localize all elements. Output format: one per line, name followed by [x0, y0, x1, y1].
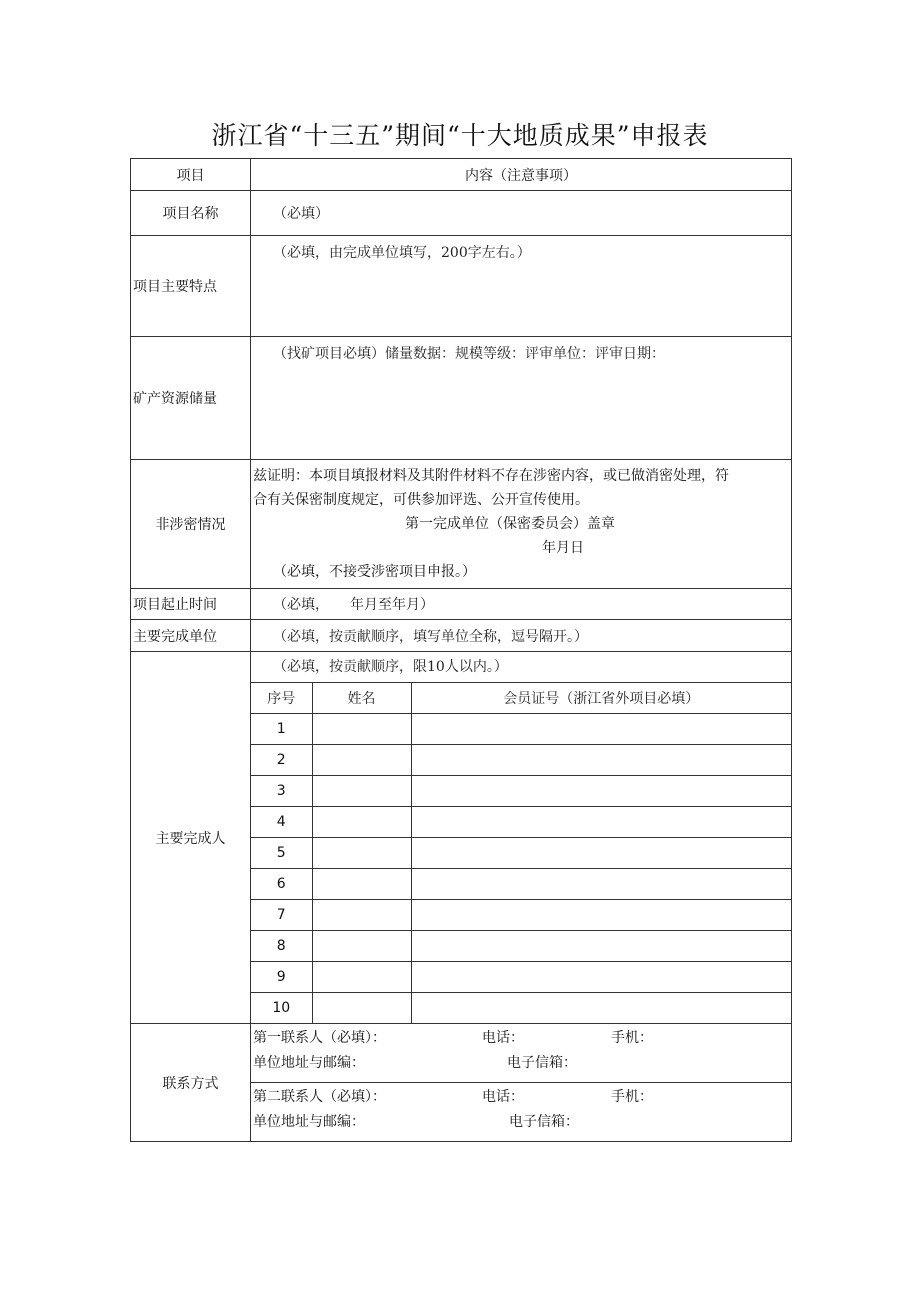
- name-cell[interactable]: [312, 931, 411, 962]
- label-persons: 主要完成人: [131, 652, 251, 1024]
- first-contact-email: 电子信箱：: [507, 1055, 577, 1071]
- persons-table: [251, 682, 791, 1023]
- row-project-name: [131, 191, 792, 236]
- persons-header-row: [251, 683, 791, 714]
- field-features[interactable]: （必填，由完成单位填写，200字左右。）: [251, 236, 792, 337]
- member-id-cell[interactable]: [411, 745, 791, 776]
- label-contact: 联系方式: [131, 1024, 251, 1142]
- row-number: 6: [251, 869, 312, 900]
- secrecy-date: 年月日: [542, 540, 584, 556]
- row-features: [131, 236, 792, 337]
- field-persons: [251, 652, 792, 1024]
- field-project-name[interactable]: （必填）: [251, 191, 792, 236]
- table-row: [251, 993, 791, 1024]
- name-cell[interactable]: [312, 993, 411, 1024]
- table-row: [251, 745, 791, 776]
- table-row: [251, 869, 791, 900]
- label-units: 主要完成单位: [131, 620, 251, 652]
- label-features: 项目主要特点: [131, 236, 251, 337]
- second-contact-address: 单位地址与邮编：: [253, 1114, 365, 1130]
- row-reserves: [131, 337, 792, 460]
- row-persons: [131, 652, 792, 1024]
- row-number: 3: [251, 776, 312, 807]
- member-id-cell[interactable]: [411, 869, 791, 900]
- row-number: 8: [251, 931, 312, 962]
- secrecy-note: （必填，不接受涉密项目申报。）: [273, 564, 476, 580]
- contact-second-line-2: [253, 1110, 789, 1135]
- row-units: [131, 620, 792, 652]
- table-row: [251, 714, 791, 745]
- member-id-cell[interactable]: [411, 776, 791, 807]
- field-units[interactable]: （必填，按贡献顺序，填写单位全称，逗号隔开。）: [251, 620, 792, 652]
- field-reserves[interactable]: （找矿项目必填）储量数据：规模等级：评审单位：评审日期：: [251, 337, 792, 460]
- field-secrecy[interactable]: [251, 460, 792, 589]
- name-cell[interactable]: [312, 869, 411, 900]
- member-id-cell[interactable]: [411, 807, 791, 838]
- field-period[interactable]: （必填， 年月至年月）: [251, 589, 792, 620]
- field-contact-second[interactable]: [251, 1083, 792, 1142]
- row-number: 1: [251, 714, 312, 745]
- contact-second-line-1: [253, 1085, 789, 1110]
- member-id-cell[interactable]: [411, 838, 791, 869]
- persons-note: （必填，按贡献顺序，限10人以内。）: [273, 659, 508, 675]
- name-cell[interactable]: [312, 745, 411, 776]
- row-contact: [131, 1024, 792, 1083]
- row-number: 7: [251, 900, 312, 931]
- header-content: 内容（注意事项）: [251, 159, 792, 191]
- name-cell[interactable]: [312, 962, 411, 993]
- contact-first-line-1: [253, 1026, 789, 1051]
- contact-first-line-2: [253, 1051, 789, 1076]
- application-form: [130, 158, 792, 1142]
- member-id-cell[interactable]: [411, 931, 791, 962]
- name-cell[interactable]: [312, 900, 411, 931]
- first-contact-address: 单位地址与邮编：: [253, 1055, 365, 1071]
- col-header-member-id: 会员证号（浙江省外项目必填）: [411, 683, 791, 714]
- col-header-name: 姓名: [312, 683, 411, 714]
- table-row: [251, 931, 791, 962]
- page-title: 浙江省“十三五”期间“十大地质成果”申报表: [211, 121, 709, 150]
- row-number: 10: [251, 993, 312, 1024]
- row-number: 2: [251, 745, 312, 776]
- row-secrecy: [131, 460, 792, 589]
- first-contact-person: 第一联系人（必填）：: [253, 1030, 386, 1046]
- name-cell[interactable]: [312, 807, 411, 838]
- field-contact-first[interactable]: [251, 1024, 792, 1083]
- col-header-number: 序号: [251, 683, 312, 714]
- name-cell[interactable]: [312, 776, 411, 807]
- table-row: [251, 807, 791, 838]
- member-id-cell[interactable]: [411, 962, 791, 993]
- table-row: [251, 776, 791, 807]
- label-project-name: 项目名称: [131, 191, 251, 236]
- label-secrecy: 非涉密情况: [131, 460, 251, 589]
- second-contact-email: 电子信箱：: [509, 1114, 579, 1130]
- first-contact-phone: 电话：: [482, 1030, 524, 1046]
- table-row: [251, 838, 791, 869]
- header-row: [131, 159, 792, 191]
- label-period: 项目起止时间: [131, 589, 251, 620]
- label-reserves: 矿产资源储量: [131, 337, 251, 460]
- secrecy-stamp: 第一完成单位（保密委员会）盖章: [405, 516, 615, 532]
- row-period: [131, 589, 792, 620]
- second-contact-mobile: 手机：: [611, 1089, 653, 1105]
- header-item: 项目: [131, 159, 251, 191]
- name-cell[interactable]: [312, 714, 411, 745]
- member-id-cell[interactable]: [411, 900, 791, 931]
- secrecy-line-1: 兹证明：本项目填报材料及其附件材料不存在涉密内容，或已做消密处理，符: [253, 468, 729, 484]
- member-id-cell[interactable]: [411, 714, 791, 745]
- table-row: [251, 962, 791, 993]
- row-number: 9: [251, 962, 312, 993]
- first-contact-mobile: 手机：: [611, 1030, 653, 1046]
- member-id-cell[interactable]: [411, 993, 791, 1024]
- name-cell[interactable]: [312, 838, 411, 869]
- table-row: [251, 900, 791, 931]
- second-contact-person: 第二联系人（必填）：: [253, 1089, 386, 1105]
- row-number: 4: [251, 807, 312, 838]
- secrecy-line-2: 合有关保密制度规定，可供参加评选、公开宣传使用。: [253, 492, 589, 508]
- second-contact-phone: 电话：: [482, 1089, 524, 1105]
- row-number: 5: [251, 838, 312, 869]
